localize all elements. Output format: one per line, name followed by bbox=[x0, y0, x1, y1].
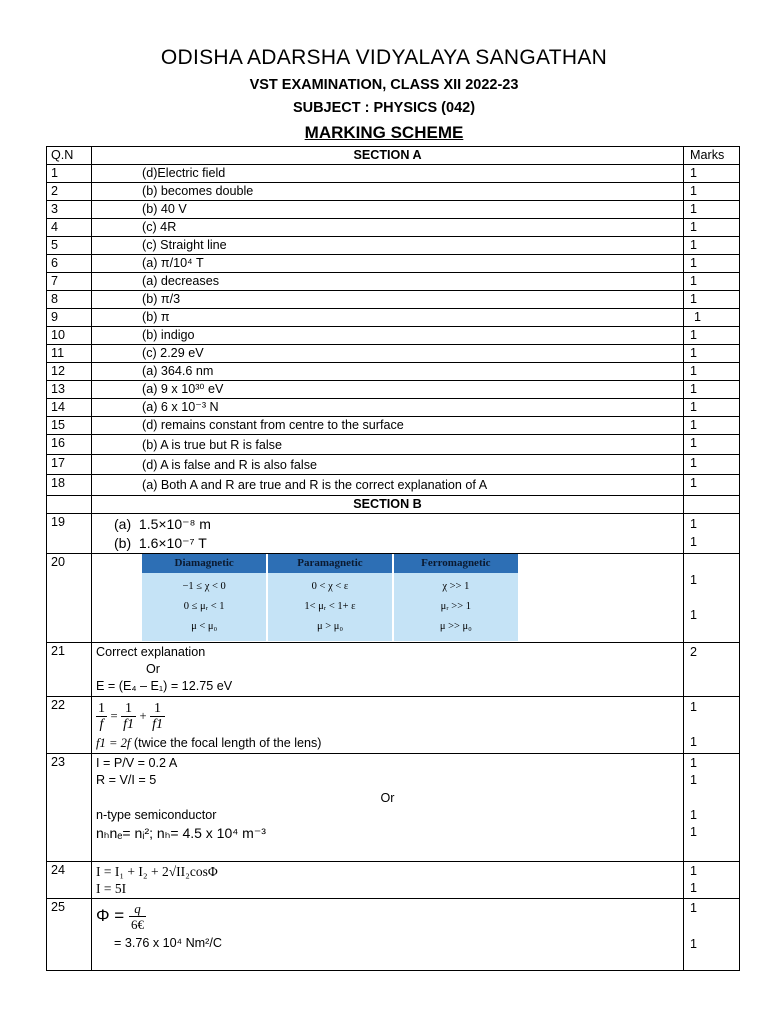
question-22-row bbox=[47, 697, 740, 754]
answer-text: (d) remains constant from centre to the surface bbox=[92, 417, 684, 435]
question-number: 10 bbox=[47, 327, 92, 345]
question-23-row bbox=[47, 754, 740, 862]
question-number: 2 bbox=[47, 183, 92, 201]
magnetic-comparison-table bbox=[142, 554, 518, 641]
marks-value: 1 bbox=[684, 327, 740, 345]
qn-header: Q.N bbox=[47, 147, 92, 165]
property-cell: μᵣ >> 1 bbox=[440, 601, 472, 612]
marking-scheme-title: MARKING SCHEME bbox=[304, 123, 464, 142]
answer-text: (b) π bbox=[92, 309, 684, 327]
table-row bbox=[47, 345, 740, 363]
question-number: 7 bbox=[47, 273, 92, 291]
answer-text: (b) A is true but R is false bbox=[92, 435, 684, 455]
question-number: 5 bbox=[47, 237, 92, 255]
question-number: 17 bbox=[47, 455, 92, 475]
property-cell: μ < μ₀ bbox=[142, 617, 267, 641]
flux-formula: Φ = $\frac{q}{6€}$ bbox=[96, 901, 144, 933]
property-cell: 1< μᵣ < 1+ ε bbox=[267, 597, 392, 617]
question-number: 13 bbox=[47, 381, 92, 399]
marks-value: 1 bbox=[684, 475, 740, 496]
marks-value: 1 bbox=[684, 201, 740, 219]
answer-text: (a) 364.6 nm bbox=[92, 363, 684, 381]
answer-text: (d) A is false and R is also false bbox=[92, 455, 684, 475]
answer-line: I = I₁ + I₂ + 2√II₂cosΦ bbox=[96, 864, 218, 879]
answer-text: (c) 2.29 eV bbox=[92, 345, 684, 363]
answer-value: 1.6×10⁻⁷ T bbox=[138, 535, 207, 551]
answer-text: (b) π/3 bbox=[92, 291, 684, 309]
marks-value: 1 bbox=[690, 535, 698, 549]
marks-value: 1 bbox=[690, 808, 698, 822]
answer-line: = 3.76 x 10⁴ Nm²/C bbox=[114, 936, 222, 950]
question-number: 14 bbox=[47, 399, 92, 417]
property-cell: μ >> μ₀ bbox=[439, 621, 472, 632]
answer-text: (a) 6 x 10⁻³ N bbox=[92, 399, 684, 417]
answer-text: (c) 4R bbox=[92, 219, 684, 237]
marks-value: 1 bbox=[690, 937, 698, 951]
answer-text: (a) 9 x 10³⁰ eV bbox=[92, 381, 684, 399]
property-cell: 0 ≤ μᵣ < 1 bbox=[142, 597, 267, 617]
answer-text: (a) decreases bbox=[92, 273, 684, 291]
question-number: 18 bbox=[47, 475, 92, 496]
marks-header: Marks bbox=[684, 147, 740, 165]
option-label: (b) bbox=[114, 535, 132, 551]
marks-value: 1 bbox=[690, 608, 698, 622]
answer-text: (a) π/10⁴ T bbox=[92, 255, 684, 273]
marks-value: 1 bbox=[684, 273, 740, 291]
question-number: 21 bbox=[47, 643, 92, 697]
marks-value: 1 bbox=[690, 700, 698, 714]
table-row bbox=[47, 255, 740, 273]
marks-value: 1 bbox=[690, 517, 698, 531]
table-row bbox=[47, 363, 740, 381]
property-cell: 0 < χ < ε bbox=[267, 573, 392, 597]
question-20-row bbox=[47, 554, 740, 643]
marks-value: 1 bbox=[690, 735, 698, 749]
marks-value: 1 bbox=[690, 825, 698, 839]
answer-line: Correct explanation bbox=[96, 645, 206, 659]
marks-value: 1 bbox=[684, 255, 740, 273]
question-number: 20 bbox=[47, 554, 92, 643]
question-number: 4 bbox=[47, 219, 92, 237]
table-row bbox=[47, 417, 740, 435]
section-b-header: SECTION B bbox=[92, 496, 684, 514]
ferromagnetic-header: Ferromagnetic bbox=[393, 554, 518, 573]
marks-value: 1 bbox=[690, 881, 698, 895]
table-row bbox=[47, 475, 740, 496]
paramagnetic-header: Paramagnetic bbox=[267, 554, 392, 573]
table-row bbox=[47, 219, 740, 237]
marks-value: 1 bbox=[684, 345, 740, 363]
answer-text: (b) 40 V bbox=[92, 201, 684, 219]
marks-value: 1 bbox=[684, 237, 740, 255]
table-row bbox=[47, 309, 740, 327]
question-number: 24 bbox=[47, 862, 92, 899]
table-row bbox=[47, 455, 740, 475]
question-number: 8 bbox=[47, 291, 92, 309]
question-number: 1 bbox=[47, 165, 92, 183]
marks-value: 1 bbox=[684, 381, 740, 399]
focal-length-result: f1 = 2f bbox=[96, 736, 131, 750]
property-cell: μ > μ₀ bbox=[267, 617, 392, 641]
lens-formula: $\frac{1}{f}$ = $\frac{1}{f1}$ + $\frac{1}{f1}$ bbox=[98, 701, 163, 733]
marks-value: 1 bbox=[690, 864, 698, 878]
marks-value: 1 bbox=[684, 435, 740, 455]
table-row bbox=[47, 237, 740, 255]
marking-table bbox=[46, 146, 740, 971]
marks-value: 1 bbox=[684, 183, 740, 201]
answer-line: I = 5I bbox=[96, 881, 127, 896]
answer-line: nₕnₑ= nᵢ²; nₕ= 4.5 x 10⁴ m⁻³ bbox=[96, 825, 266, 841]
question-number: 23 bbox=[47, 754, 92, 862]
answer-line: R = V/I = 5 bbox=[96, 773, 157, 787]
answer-text: (c) Straight line bbox=[92, 237, 684, 255]
question-24-row bbox=[47, 862, 740, 899]
answer-line: n-type semiconductor bbox=[96, 808, 217, 822]
section-b-row bbox=[47, 496, 740, 514]
question-number: 19 bbox=[47, 514, 92, 554]
table-row bbox=[47, 183, 740, 201]
marks-value: 1 bbox=[684, 291, 740, 309]
marks-value: 1 bbox=[684, 363, 740, 381]
answer-text: (a) Both A and R are true and R is the correct explanation of A bbox=[92, 475, 684, 496]
exam-title: VST EXAMINATION, CLASS XII 2022-23 bbox=[249, 77, 519, 93]
question-number: 9 bbox=[47, 309, 92, 327]
answer-value: 1.5×10⁻⁸ m bbox=[138, 516, 211, 532]
question-number: 3 bbox=[47, 201, 92, 219]
table-row bbox=[47, 291, 740, 309]
table-row bbox=[47, 381, 740, 399]
question-19-row bbox=[47, 514, 740, 554]
question-number: 22 bbox=[47, 697, 92, 754]
marks-value: 1 bbox=[690, 773, 698, 787]
answer-line: E = (E₄ – E₁) = 12.75 eV bbox=[96, 679, 233, 693]
answer-text: (b) indigo bbox=[92, 327, 684, 345]
org-title: ODISHA ADARSHA VIDYALAYA SANGATHAN bbox=[160, 46, 608, 69]
question-number: 15 bbox=[47, 417, 92, 435]
table-row bbox=[47, 201, 740, 219]
section-a-header: SECTION A bbox=[92, 147, 684, 165]
diamagnetic-header: Diamagnetic bbox=[142, 554, 267, 573]
marks-value: 1 bbox=[690, 756, 698, 770]
marks-value: 1 bbox=[684, 417, 740, 435]
table-row bbox=[47, 273, 740, 291]
table-header-row bbox=[47, 147, 740, 165]
answer-note: (twice the focal length of the lens) bbox=[130, 736, 322, 750]
property-cell: −1 ≤ χ < 0 bbox=[142, 573, 267, 597]
marks-value: 2 bbox=[690, 645, 698, 659]
marks-value: 1 bbox=[684, 399, 740, 417]
or-separator: Or bbox=[380, 791, 395, 805]
or-separator: Or bbox=[146, 662, 160, 676]
marks-value: 1 bbox=[690, 901, 698, 915]
question-number: 12 bbox=[47, 363, 92, 381]
table-row bbox=[47, 327, 740, 345]
question-number: 6 bbox=[47, 255, 92, 273]
marks-value: 1 bbox=[684, 309, 740, 327]
table-row bbox=[47, 399, 740, 417]
answer-text: (d)Electric field bbox=[92, 165, 684, 183]
subject-title: SUBJECT : PHYSICS (042) bbox=[292, 100, 476, 116]
property-cell: χ >> 1 bbox=[442, 581, 470, 592]
option-label: (a) bbox=[114, 516, 132, 532]
answer-text: (b) becomes double bbox=[92, 183, 684, 201]
table-row bbox=[47, 435, 740, 455]
question-number: 11 bbox=[47, 345, 92, 363]
marks-value: 1 bbox=[684, 165, 740, 183]
marks-value: 1 bbox=[684, 455, 740, 475]
question-number: 16 bbox=[47, 435, 92, 455]
question-25-row bbox=[47, 899, 740, 971]
answer-line: I = P/V = 0.2 A bbox=[96, 756, 178, 770]
marks-value: 1 bbox=[684, 219, 740, 237]
question-21-row bbox=[47, 643, 740, 697]
question-number: 25 bbox=[47, 899, 92, 971]
marks-value: 1 bbox=[690, 573, 698, 587]
table-row bbox=[47, 165, 740, 183]
